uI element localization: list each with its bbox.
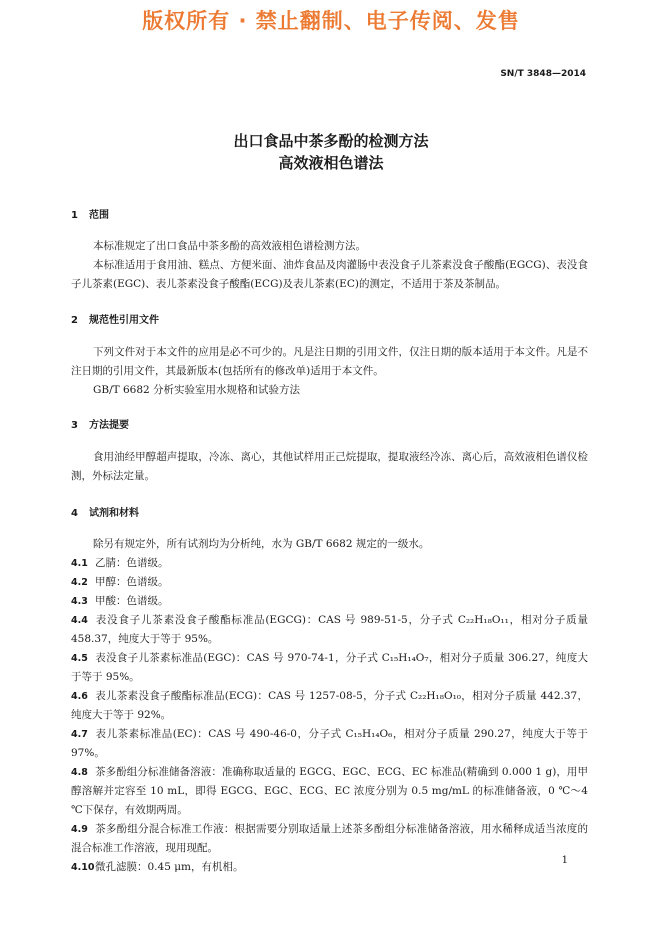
list-item xyxy=(71,573,588,592)
list-item xyxy=(71,687,588,725)
item-text: 甲酸：色谱级。 xyxy=(95,595,169,607)
item-text: 表儿茶素标准品(EC)：CAS 号 490-46-0，分子式 C₁₅H₁₄O₆，相对分子质量 290.27，纯度大于等于 97%。 xyxy=(71,728,588,759)
item-text: 茶多酚组分混合标准工作液：根据需要分别取适量上述茶多酚组分标准储备溶液，用水稀释成适当浓度的混合标准工作溶液，现用现配。 xyxy=(71,823,588,854)
item-number: 4.2 xyxy=(71,577,88,588)
section-number: 3 xyxy=(71,420,78,431)
paragraph: 下列文件对于本文件的应用是必不可少的。凡是注日期的引用文件，仅注日期的版本适用于本文件。凡是不注日期的引用文件，其最新版本(包括所有的修改单)适用于本文件。 xyxy=(71,346,588,377)
section-number: 2 xyxy=(71,315,78,326)
list-item xyxy=(71,649,588,687)
section-4-heading xyxy=(71,504,139,519)
item-number: 4.5 xyxy=(71,653,88,664)
list-item xyxy=(71,554,588,573)
section-3-body xyxy=(71,448,588,486)
title-line-1: 出口食品中茶多酚的检测方法 xyxy=(233,132,429,150)
section-number: 4 xyxy=(71,508,78,519)
item-number: 4.8 xyxy=(71,767,88,778)
section-title: 试剂和材料 xyxy=(89,508,139,519)
page-number: 1 xyxy=(561,855,568,866)
item-number: 4.7 xyxy=(71,729,88,740)
list-item xyxy=(71,820,588,858)
document-title xyxy=(0,130,662,174)
item-number: 4.1 xyxy=(71,558,88,569)
reagent-list xyxy=(71,554,588,877)
item-text: 茶多酚组分标准储备溶液：准确称取适量的 EGCG、EGC、ECG、EC 标准品(精确到 0.000 1 g)，用甲醇溶解并定容至 10 mL，即得 EGCG、EGC、ECG、EC 浓度分别为 0.5 mg/mL 的标准储备液，0 ℃～4 ℃下保存，有效期两周。 xyxy=(71,766,588,816)
section-1-body xyxy=(71,237,588,294)
section-3-heading xyxy=(71,416,129,431)
reference-entry: GB/T 6682 分析实验室用水规格和试验方法 xyxy=(93,384,301,396)
item-number: 4.6 xyxy=(71,691,88,702)
item-text: 表儿茶素没食子酸酯标准品(ECG)：CAS 号 1257-08-5，分子式 C₂₂H₁₈O₁₀，相对分子质量 442.37，纯度大于等于 92%。 xyxy=(71,690,588,721)
watermark-banner: 版权所有 · 禁止翻制、电子传阅、发售 xyxy=(142,9,520,33)
item-number: 4.9 xyxy=(71,824,88,835)
item-number: 4.10 xyxy=(71,862,95,873)
item-text: 乙腈：色谱级。 xyxy=(95,557,169,569)
paragraph: 本标准规定了出口食品中茶多酚的高效液相色谱检测方法。 xyxy=(93,240,366,252)
standard-code: SN/T 3848—2014 xyxy=(500,69,586,79)
section-title: 范围 xyxy=(89,210,109,221)
list-item xyxy=(71,592,588,611)
list-item xyxy=(71,725,588,763)
item-number: 4.4 xyxy=(71,615,88,626)
item-text: 微孔滤膜：0.45 μm，有机相。 xyxy=(95,861,244,873)
item-text: 甲醇：色谱级。 xyxy=(95,576,169,588)
section-title: 方法提要 xyxy=(89,420,129,431)
item-text: 表没食子儿茶素没食子酸酯标准品(EGCG)：CAS 号 989-51-5，分子式 C₂₂H₁₈O₁₁，相对分子质量 458.37，纯度大于等于 95%。 xyxy=(71,614,588,645)
paragraph: 除另有规定外，所有试剂均为分析纯，水为 GB/T 6682 规定的一级水。 xyxy=(93,538,430,550)
item-number: 4.3 xyxy=(71,596,88,607)
paragraph: 本标准适用于食用油、糕点、方便米面、油炸食品及肉灌肠中表没食子儿茶素没食子酸酯(EGCG)、表没食子儿茶素(EGC)、表儿茶素没食子酸酯(ECG)及表儿茶素(EC)的测定，不适用于茶及茶制品。 xyxy=(71,259,588,290)
list-item xyxy=(71,858,588,877)
section-4-body xyxy=(71,535,588,877)
title-line-2: 高效液相色谱法 xyxy=(278,154,384,172)
item-text: 表没食子儿茶素标准品(EGC)：CAS 号 970-74-1，分子式 C₁₅H₁₄O₇，相对分子质量 306.27，纯度大于等于 95%。 xyxy=(71,652,588,683)
list-item xyxy=(71,611,588,649)
section-2-body xyxy=(71,343,588,400)
list-item xyxy=(71,763,588,820)
paragraph: 食用油经甲醇超声提取，冷冻、离心，其他试样用正己烷提取，提取液经冷冻、离心后，高效液相色谱仪检测，外标法定量。 xyxy=(71,451,588,482)
section-2-heading xyxy=(71,311,159,326)
section-1-heading xyxy=(71,206,109,221)
section-title: 规范性引用文件 xyxy=(89,315,159,326)
section-number: 1 xyxy=(71,210,78,221)
